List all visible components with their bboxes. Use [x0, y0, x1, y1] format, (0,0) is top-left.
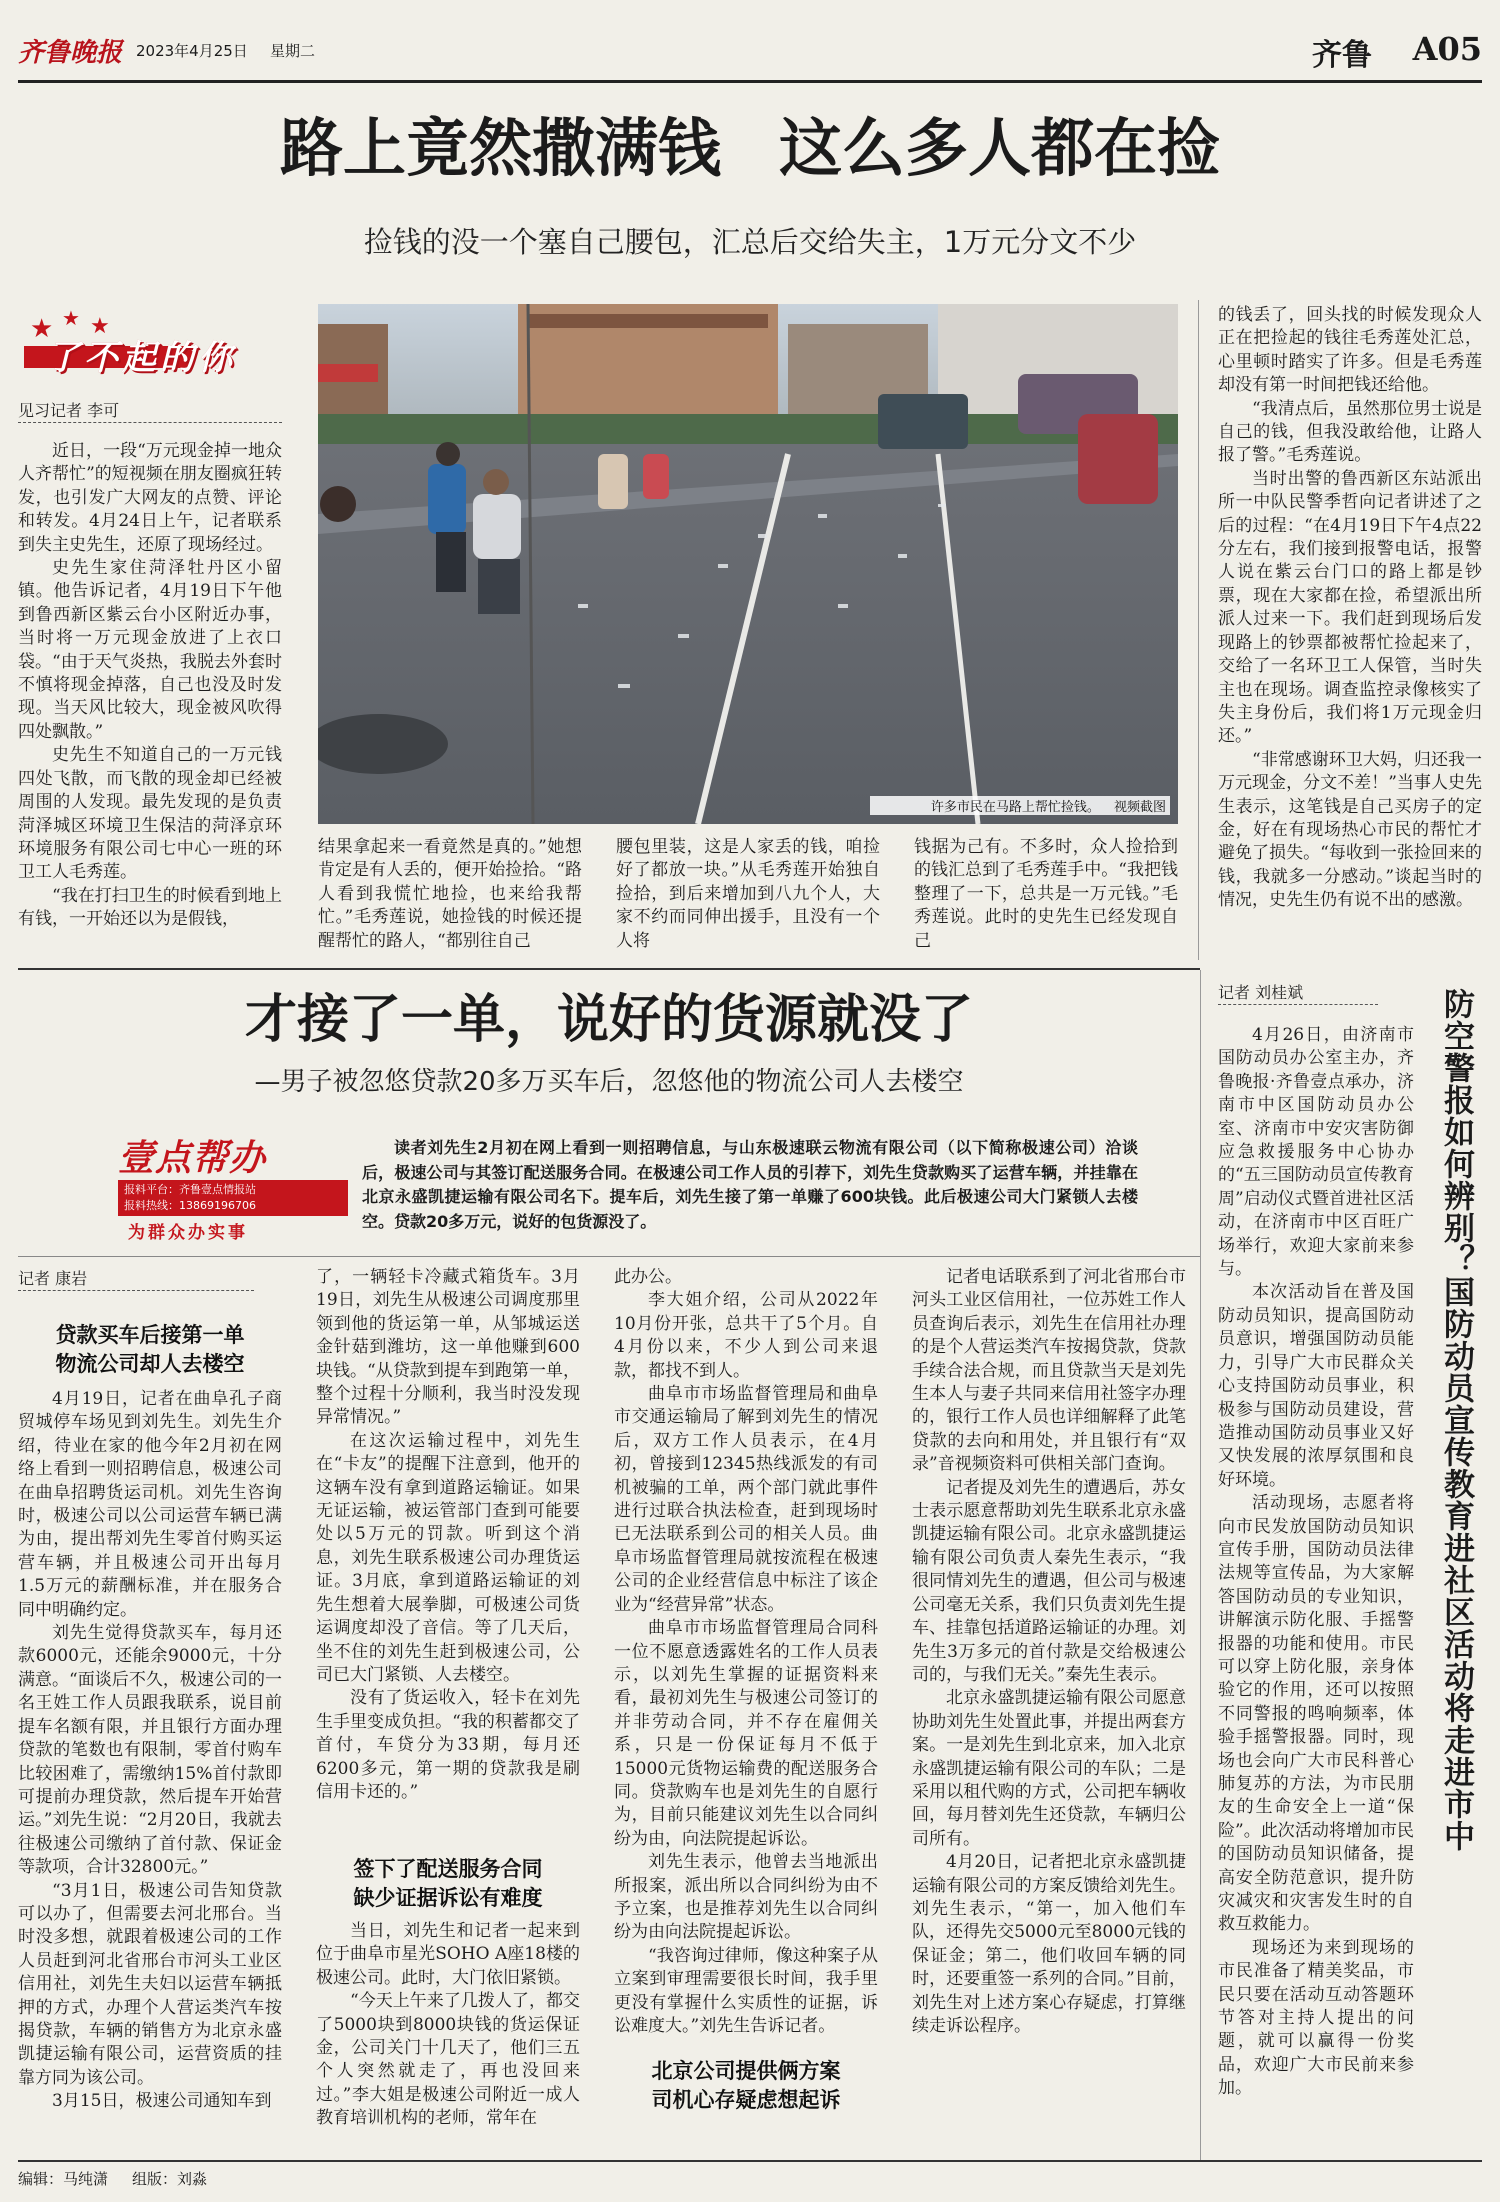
footer-editor: 编辑：马纯潇 — [18, 2170, 109, 2188]
paragraph: 在这次运输过程中，刘先生在“卡友”的提醒下注意到，他开的这辆车没有拿到道路运输证。如果无证运输，被运管部门查到可能要处以5万元的罚款。听到这个消息，刘先生联系极速公司办理货运证。3月底，拿到道路运输证的刘先生想着大展拳脚，可极速公司货运调度却没了音信。等了几天后，坐不住的刘先生赶到极速公司，公司已大门紧锁、人去楼空。 — [316, 1430, 580, 1685]
story2-subhead3: 北京公司提供俩方案 司机心存疑虑想起诉 — [651, 2058, 841, 2112]
paragraph: “今天上午来了几拨人了，都交了5000块到8000块钱的货运保证金，公司关门十几天了，他们三五个人突然就走了，再也没回来过。”李大姐是极速公司附近一成人教育培训机构的老师，常年在 — [316, 1991, 580, 2129]
issue-weekday: 星期二 — [270, 42, 316, 60]
story2-subhead: —男子被忽悠贷款20多万买车后，忽悠他的物流公司人去楼空 — [254, 1067, 964, 1097]
story3-headline: 防空警报如何辨别？国防动员宣传教育进社区活动将走进市中 — [1438, 988, 1474, 1852]
paragraph: 当时出警的鲁西新区东站派出所一中队民警季哲向记者讲述了之后的过程：“在4月19日下午4点22分左右，我们接到报警电话，报警人说在紫云台门口的路上都是钞票，现在大家都在捡，希望派出所派人过来一下。我们赶到现场后发现路上的钞票都被帮忙捡起来了，交给了一名环卫工人保管，当时失主也在现场。调查监控录像核实了失主身份后，我们将1万元现金归还。” — [1218, 468, 1482, 747]
paragraph: 结果拿起来一看竟然是真的。”她想肯定是有人丢的，便开始捡拾。“路人看到我慌忙地捡，也来给我帮忙。”毛秀莲说，她捡钱的时候还提醒帮忙的路人，“都别往自己 — [318, 837, 582, 951]
story1-col1 — [18, 440, 282, 965]
story1-byline: 见习记者 李可 — [18, 401, 120, 420]
section-rule — [18, 968, 1200, 970]
paragraph: 钱据为己有。不多时，众人捡拾到的钱汇总到了毛秀莲手中。“我把钱整理了一下，总共是一万元钱。”毛秀莲说。此时的史先生已经发现自己 — [914, 837, 1178, 951]
paragraph: 史先生不知道自己的一万元钱四处飞散，而飞散的现金却已经被周围的人发现。最先发现的是负责菏泽城区环境卫生保洁的菏泽京环环境服务有限公司七中心一班的环卫工人毛秀莲。 — [18, 745, 282, 883]
masthead-rule — [18, 80, 1482, 83]
paragraph: 记者提及刘先生的遭遇后，苏女士表示愿意帮助刘先生联系北京永盛凯捷运输有限公司。北京永盛凯捷运输有限公司负责人秦先生表示，“我很同情刘先生的遭遇，但公司与极速公司毫无关系，我们只负责刘先生提车、挂靠包括道路运输证的办理。刘先生3万多元的首付款是交给极速公司的，与我们无关。”秦先生表示。 — [912, 1477, 1186, 1685]
footer-design: 组版：刘淼 — [132, 2170, 208, 2188]
paragraph: 北京永盛凯捷运输有限公司愿意协助刘先生处置此事，并提出两套方案。一是刘先生到北京来，加入北京永盛凯捷运输有限公司的车队；二是采用以租代购的方式，公司把车辆收回，每月替刘先生还贷款，车辆归公司所有。 — [912, 1688, 1186, 1849]
paragraph: “3月1日，极速公司告知贷款可以办了，但需要去河北邢台。当时没多想，就跟着极速公司的工作人员赶到河北省邢台市河头工业区信用社，刘先生夫妇以运营车辆抵押的方式，办理个人营运类汽车按揭贷款，车辆的销售方为北京永盛凯捷运输有限公司，运营资质的挂靠方同为该公司。 — [18, 1880, 282, 2088]
masthead — [18, 30, 1482, 72]
story1-photo — [318, 304, 1178, 824]
paragraph: 记者电话联系到了河北省邢台市河头工业区信用社，一位苏姓工作人员查询后表示，刘先生在信用社办理的是个人营运类汽车按揭贷款，贷款手续合法合规，而且贷款当天是刘先生本人与妻子共同来信用社签字办理的，银行工作人员也详细解释了此笔贷款的去向和用处，并且银行有“双录”音视频资料可供相关部门查询。 — [912, 1267, 1186, 1475]
column-divider — [1198, 300, 1199, 960]
column-divider — [1200, 970, 1201, 2160]
story1-col2 — [318, 836, 582, 960]
paragraph: 活动现场，志愿者将向市民发放国防动员知识宣传手册，国防动员法律法规等宣传品，为大家解答国防动员的专业知识，讲解演示防化服、手摇警报器的功能和使用。市民可以穿上防化服，亲身体验它的作用，还可以按照不同警报的鸣响频率，体验手摇警报器。同时，现场也会向广大市民科普心肺复苏的方法，为市民朋友的生命安全上一道“保险”。此次活动将增加市民的国防动员知识储备，提高安全防范意识，提升防灾减灾和灾害发生时的自救互救能力。 — [1218, 1493, 1414, 1935]
paragraph: “我咨询过律师，像这种案子从立案到审理需要很长时间，我手里更没有掌握什么实质性的证据，诉讼难度大。”刘先生告诉记者。 — [614, 1945, 878, 2036]
helpdesk-logo-box — [118, 1180, 348, 1216]
section-name: 齐鲁 — [1312, 38, 1372, 73]
paragraph: 当日，刘先生和记者一起来到位于曲阜市星光SOHO A座18楼的极速公司。此时，大门依旧紧锁。 — [316, 1921, 580, 1988]
story2-lead: 读者刘先生2月初在网上看到一则招聘信息，与山东极速联云物流有限公司（以下简称极速公司）洽谈后，极速公司与其签订配送服务合同。在极速公司工作人员的引荐下，刘先生贷款购买了运营车辆，并挂靠在北京永盛凯捷运输有限公司名下。提车后，刘先生接了第一单赚了600块钱。此后极速公司大门紧锁人去楼空。贷款20多万元，说好的包货源没了。 — [362, 1138, 1138, 1231]
story2-subhead2: 签下了配送服务合同 缺少证据诉讼有难度 — [353, 1856, 543, 1910]
byline-rule — [18, 422, 282, 423]
star-icon: ★ — [30, 314, 54, 344]
paragraph: 刘先生觉得贷款买车，每月还款6000元，还能余9000元，十分满意。“面谈后不久，极速公司的一名王姓工作人员跟我联系，说目前提车名额有限，并且银行方面办理贷款的笔数也有限制，零首付购车比较困难了，需缴纳15%首付款即可提前办理贷款，然后提车开始营运。”刘先生说：“2月20日，我就去往极速公司缴纳了首付款、保证金等款项，合计32800元。” — [18, 1623, 282, 1878]
helpdesk-hotline: 报料热线：13869196706 — [124, 1199, 256, 1212]
paragraph: 4月19日，记者在曲阜孔子商贸城停车场见到刘先生。刘先生介绍，待业在家的他今年2月初在网络上看到一则招聘信息，极速公司在曲阜招聘货运司机。刘先生咨询时，极速公司以公司运营车辆已满为由，提出帮刘先生零首付购买运营车辆，并且极速公司开出每月1.5万元的薪酬标准，并在服务合同中明确约定。 — [18, 1389, 282, 1620]
paragraph: 的钱丢了，回头找的时候发现众人正在把捡起的钱往毛秀莲处汇总，心里顿时踏实了许多。但是毛秀莲却没有第一时间把钱还给他。 — [1218, 305, 1482, 396]
paragraph: 刘先生表示，他曾去当地派出所报案，派出所以合同纠纷为由不予立案，也是推荐刘先生以合同纠纷为由向法院提起诉讼。 — [614, 1852, 878, 1943]
paragraph: “我在打扫卫生的时候看到地上有钱，一开始还以为是假钱， — [18, 885, 282, 930]
paragraph: 本次活动旨在普及国防动员知识，提高国防动员意识，增强国防动员能力，引导广大市民群众关心支持国防动员事业，积极参与国防动员建设，营造推动国防动员事业又好又快发展的浓厚氛围和良好环境。 — [1218, 1282, 1414, 1490]
byline-rule — [18, 1290, 254, 1291]
paragraph: 了，一辆轻卡冷藏式箱货车。3月19日，刘先生从极速公司调度那里领到他的货运第一单，从邹城运送金针菇到潍坊，这一单他赚到600块钱。“从贷款到提车到跑第一单，整个过程十分顺利，我当时没发现异常情况。” — [316, 1267, 580, 1428]
story2-byline: 记者 康岩 — [18, 1269, 88, 1288]
story2-col1 — [18, 1388, 282, 2153]
column-badge — [18, 302, 280, 382]
paragraph: 此办公。 — [614, 1267, 682, 1287]
story3-byline: 记者 刘桂斌 — [1218, 983, 1304, 1002]
helpdesk-logo — [118, 1130, 348, 1243]
story2-subhead1: 贷款买车后接第一单 物流公司却人去楼空 — [55, 1322, 245, 1376]
story2-headline: 才接了一单，说好的货源就没了 — [244, 989, 973, 1050]
paragraph: 4月26日，由济南市国防动员办公室主办，齐鲁晚报·齐鲁壹点承办，济南市中区国防动员办公室、济南市中安灾害防御应急救援服务中心协办的“五三国防动员宣传教育周”启动仪式暨首进社区活动，在济南市中区百旺广场举行，欢迎大家前来参与。 — [1218, 1025, 1414, 1280]
story2-col4 — [912, 1266, 1186, 2152]
paragraph: 3月15日，极速公司通知车到 — [52, 2091, 272, 2112]
paragraph: 现场还为来到现场的市民准备了精美奖品，市民只要在活动互动答题环节答对主持人提出的问题，就可以赢得一份奖品，欢迎广大市民前来参加。 — [1218, 1937, 1414, 2099]
badge-text: 了不起的你 — [46, 338, 236, 378]
byline-rule — [1218, 1004, 1378, 1005]
paragraph: 曲阜市市场监督管理局合同科一位不愿意透露姓名的工作人员表示，以刘先生掌握的证据资料来看，最初刘先生与极速公司签订的并非劳动合同，并不存在雇佣关系，只是一份保证每月不低于15000元货物运输费的配送服务合同。贷款购车也是刘先生的自愿行为，目前只能建议刘先生以合同纠纷为由，向法院提起诉讼。 — [614, 1618, 878, 1849]
paper-logo: 齐鲁晚报 — [18, 38, 123, 68]
footer-rule — [18, 2160, 1482, 2162]
story3-body — [1218, 1024, 1414, 2152]
paragraph: “非常感谢环卫大妈，归还我一万元现金，分文不差！”当事人史先生表示，这笔钱是自己买房子的定金，好在有现场热心市民的帮忙才避免了损失。“每收到一张捡回来的钱，我就多一分感动。”谈起当时的情况，史先生仍有说不出的感激。 — [1218, 749, 1482, 911]
helpdesk-platform: 报料平台：齐鲁壹点情报站 — [124, 1183, 256, 1196]
street-scene-image — [318, 304, 1178, 824]
helpdesk-logo-name: 壹点帮办 — [118, 1138, 267, 1179]
paragraph: 腰包里装，这是人家丢的钱，咱捡好了都放一块。”从毛秀莲开始独自捡拾，到后来增加到八九个人，大家不约而同伸出援手，且没有一个人将 — [616, 837, 880, 951]
paragraph: 曲阜市市场监督管理局和曲阜市交通运输局了解到刘先生的情况后，双方工作人员表示，在4月初，曾接到12345热线派发的有司机被骗的工单，两个部门就此事件进行过联合执法检查，赶到现场时已无法联系到公司的相关人员。曲阜市场监督管理局就按流程在极速公司的企业经营信息中标注了该企业为“经营异常”状态。 — [614, 1384, 878, 1615]
photo-caption: 许多市民在马路上帮忙捡钱。 视频截图 — [870, 796, 1170, 815]
paragraph: “我清点后，虽然那位男士说是自己的钱，但我没敢给他，让路人报了警。”毛秀莲说。 — [1218, 398, 1482, 466]
story1-col4 — [914, 836, 1178, 960]
story1-headline: 路上竟然撒满钱 这么多人都在捡 — [280, 111, 1220, 185]
paragraph: 史先生家住菏泽牡丹区小留镇。他告诉记者，4月19日下午他到鲁西新区紫云台小区附近办事，当时将一万元现金放进了上衣口袋。“由于天气炎热，我脱去外套时不慎将现金掉落，自己也没及时发现。当天风比较大，现金被风吹得四处飘散。” — [18, 558, 282, 742]
story2-col2a — [316, 1266, 580, 1844]
story2-col2b — [316, 1920, 580, 2152]
story1-col5 — [1218, 304, 1482, 959]
paragraph: 近日，一段“万元现金掉一地众人齐帮忙”的短视频在朋友圈疯狂转发，也引发广大网友的点赞、评论和转发。4月24日上午，记者联系到失主史先生，还原了现场经过。 — [18, 441, 282, 555]
paragraph: 没有了货运收入，轻卡在刘先生手里变成负担。“我的积蓄都交了首付，车贷分为33期，每月还6200多元，第一期的贷款我是刷信用卡还的。” — [316, 1688, 580, 1802]
story1-subhead: 捡钱的没一个塞自己腰包，汇总后交给失主，1万元分文不少 — [363, 225, 1137, 259]
helpdesk-slogan: 为群众办实事 — [128, 1223, 248, 1243]
story1-col3 — [616, 836, 880, 960]
paragraph: 李大姐介绍，公司从2022年10月份开张，总共干了5个月。自4月份以来，不少人到公司来退款，都找不到人。 — [614, 1290, 878, 1381]
star-icon: ★ — [90, 314, 110, 339]
lead-rule — [18, 1256, 1200, 1257]
story2-col3 — [614, 1266, 878, 2046]
star-icon: ★ — [62, 306, 80, 330]
paragraph: 4月20日，记者把北京永盛凯捷运输有限公司的方案反馈给刘先生。刘先生表示，“第一，加入他们车队，还得先交5000元至8000元钱的保证金；第二，他们收回车辆的同时，还要重签一系列的合同。”目前，刘先生对上述方案心存疑虑，打算继续走诉讼程序。 — [912, 1852, 1186, 2036]
page-number: A05 — [1412, 30, 1482, 68]
issue-date: 2023年4月25日 — [136, 42, 248, 60]
